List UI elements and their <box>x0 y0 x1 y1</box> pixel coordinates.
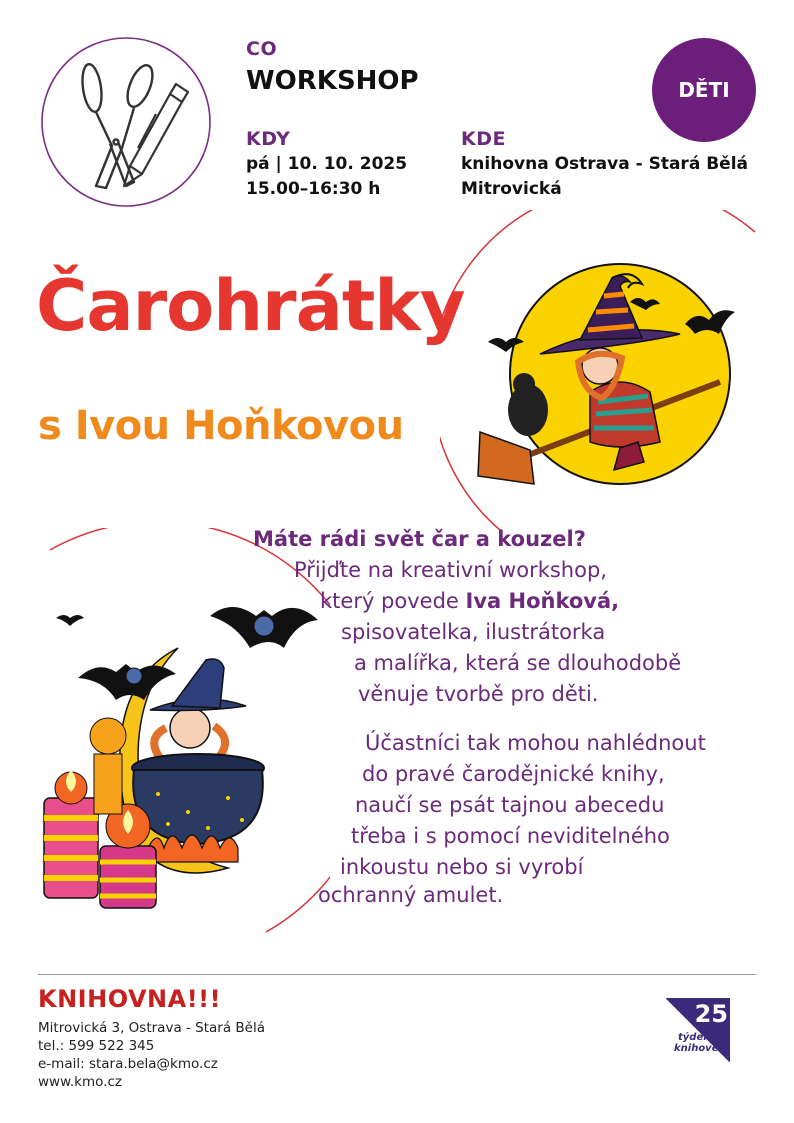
p2-line6: ochranný amulet. <box>318 883 504 907</box>
footer-phone: tel.: 599 522 345 <box>38 1038 155 1054</box>
event-street: Mitrovická <box>461 179 562 199</box>
p2-line4: třeba i s pomocí neviditelného <box>351 824 670 848</box>
witch-cauldron-illustration <box>38 598 328 918</box>
library-logo: KNIHOVNA!!! <box>38 985 222 1013</box>
tyden-number: 25 <box>694 1000 728 1028</box>
lead-question: Máte rádi svět čar a kouzel? <box>253 527 586 551</box>
p2-line5: inkoustu nebo si vyrobí <box>340 855 584 879</box>
event-date: pá | 10. 10. 2025 <box>246 154 408 174</box>
event-subtitle: s Ivou Hoňkovou <box>38 403 404 449</box>
tyden-knihoven-logo <box>666 998 730 1062</box>
event-time: 15.00–16:30 h <box>246 179 381 199</box>
kde-label: KDE <box>461 128 506 150</box>
footer-address: Mitrovická 3, Ostrava - Stará Bělá <box>38 1020 266 1036</box>
tyden-line1: týden <box>678 1032 711 1043</box>
event-title: Čarohrátky <box>36 265 465 347</box>
event-place: knihovna Ostrava - Stará Bělá <box>461 154 748 174</box>
author-name: Iva Hoňková, <box>465 589 620 613</box>
footer-email[interactable]: e-mail: stara.bela@kmo.cz <box>38 1056 218 1072</box>
audience-badge <box>652 38 756 142</box>
audience-badge-label: DĚTI <box>678 78 730 102</box>
event-type: WORKSHOP <box>246 66 419 96</box>
p1-line1: Přijďte na kreativní workshop, <box>294 558 607 582</box>
footer-web-link[interactable]: www.kmo.cz <box>38 1074 122 1090</box>
p1-line2 <box>320 586 619 617</box>
witch-broom-illustration <box>470 262 756 502</box>
p1-line5: věnuje tvorbě pro děti. <box>358 682 599 706</box>
scissors-pencil-icon <box>40 36 212 208</box>
p1-line4: a malířka, která se dlouhodobě <box>354 651 682 675</box>
tyden-line2: knihoven <box>674 1043 726 1054</box>
kdy-label: KDY <box>246 128 291 150</box>
co-label: CO <box>246 38 278 60</box>
p1-line2-text: který povede <box>320 589 466 613</box>
footer-divider <box>38 974 756 975</box>
p2-line3: naučí se psát tajnou abecedu <box>355 793 665 817</box>
p2-line2: do pravé čarodějnické knihy, <box>362 762 665 786</box>
p1-line3: spisovatelka, ilustrátorka <box>341 620 606 644</box>
p2-line1: Účastníci tak mohou nahlédnout <box>365 731 706 755</box>
